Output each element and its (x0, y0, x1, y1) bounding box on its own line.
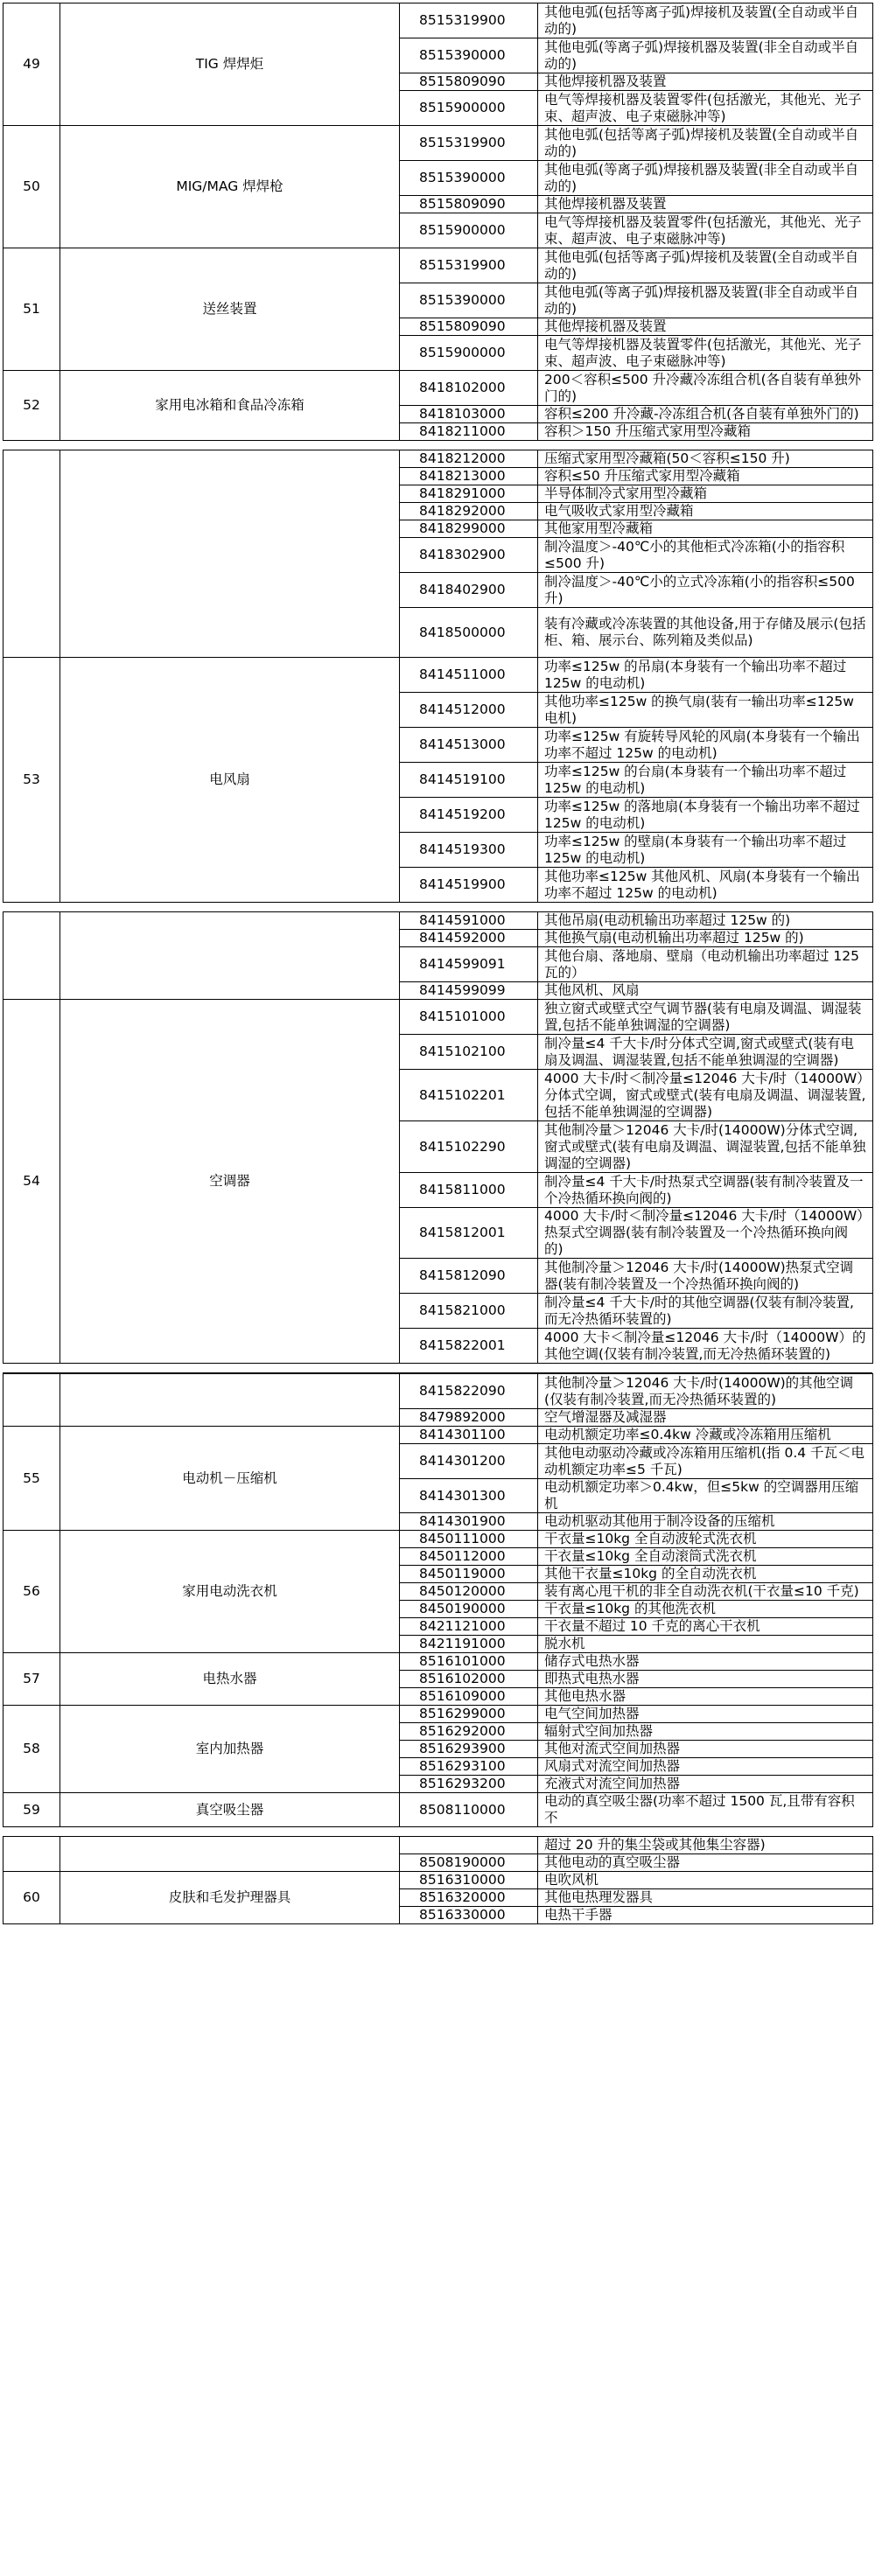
hs-description: 其他电热水器 (538, 1688, 873, 1706)
hs-code: 8414519900 (400, 868, 538, 903)
hs-code: 8414511000 (400, 658, 538, 693)
hs-description: 其他换气扇(电动机输出功率超过 125w 的) (538, 930, 873, 947)
hs-code: 8515390000 (400, 161, 538, 196)
hs-description: 其他焊接机器及装置 (538, 318, 873, 336)
hs-code: 8418103000 (400, 406, 538, 423)
table-row (4, 1837, 873, 1854)
hs-code: 8418299000 (400, 520, 538, 538)
hs-description: 半导体制冷式家用型冷藏箱 (538, 485, 873, 503)
hs-description: 其他风机、风扇 (538, 982, 873, 1000)
hs-code: 8515319900 (400, 126, 538, 161)
product-name: 室内加热器 (60, 1706, 400, 1793)
hs-code: 8414599099 (400, 982, 538, 1000)
hs-description: 其他对流式空间加热器 (538, 1741, 873, 1758)
hs-description: 其他电弧(等离子弧)焊接机器及装置(非全自动或半自动的) (538, 38, 873, 73)
hs-description: 干衣量≤10kg 全自动滚筒式洗衣机 (538, 1548, 873, 1566)
hs-code: 8414301100 (400, 1427, 538, 1444)
item-number (4, 1837, 60, 1872)
hs-code: 8418292000 (400, 503, 538, 520)
hs-description: 电气等焊接机器及装置零件(包括激光，其他光、光子束、超声波、电子束磁脉冲等) (538, 336, 873, 371)
hs-code: 8414519300 (400, 833, 538, 868)
hs-description: 其他功率≤125w 其他风机、风扇(本身装有一个输出功率不超过 125w 的电动机) (538, 868, 873, 903)
table-row (4, 248, 873, 283)
table-row (4, 1653, 873, 1671)
hs-description: 功率≤125w 的台扇(本身装有一个输出功率不超过125w 的电动机) (538, 763, 873, 798)
hs-code: 8414519100 (400, 763, 538, 798)
item-number: 58 (4, 1706, 60, 1793)
product-name: 家用电动洗衣机 (60, 1531, 400, 1653)
hs-code: 8515809090 (400, 318, 538, 336)
table-segment (3, 3, 872, 441)
product-name: 电风扇 (60, 658, 400, 903)
hs-description: 200＜容积≤500 升冷藏冷冻组合机(各自装有单独外门的) (538, 371, 873, 406)
table-segment (3, 1836, 872, 1924)
hs-code: 8450111000 (400, 1531, 538, 1548)
hs-description: 制冷量≤4 千大卡/时分体式空调,窗式或壁式(装有电扇及调温、调湿装置,包括不能单独调湿的空调器) (538, 1035, 873, 1070)
hs-description: 功率≤125w 的壁扇(本身装有一个输出功率不超过125w 的电动机) (538, 833, 873, 868)
hs-description: 其他焊接机器及装置 (538, 73, 873, 91)
catalogue-table (3, 911, 873, 1364)
hs-code: 8418102000 (400, 371, 538, 406)
hs-code: 8414592000 (400, 930, 538, 947)
hs-code: 8516299000 (400, 1706, 538, 1723)
product-name (60, 450, 400, 658)
hs-code: 8516293100 (400, 1758, 538, 1776)
hs-code: 8418211000 (400, 423, 538, 441)
hs-description: 空气增湿器及减湿器 (538, 1409, 873, 1427)
hs-description: 其他干衣量≤10kg 的全自动洗衣机 (538, 1566, 873, 1583)
hs-code: 8508110000 (400, 1793, 538, 1827)
hs-description: 独立窗式或壁式空气调节器(装有电扇及调温、调湿装置,包括不能单独调湿的空调器) (538, 1000, 873, 1035)
hs-description: 制冷量≤4 千大卡/时的其他空调器(仅装有制冷装置,而无冷热循环装置的) (538, 1294, 873, 1329)
hs-code: 8415812090 (400, 1259, 538, 1294)
hs-code: 8415821000 (400, 1294, 538, 1329)
hs-description: 其他电动的真空吸尘器 (538, 1854, 873, 1872)
hs-description: 其他吊扇(电动机输出功率超过 125w 的) (538, 912, 873, 930)
hs-description: 其他电弧(包括等离子弧)焊接机及装置(全自动或半自动的) (538, 3, 873, 38)
hs-description: 容积≤50 升压缩式家用型冷藏箱 (538, 468, 873, 485)
hs-description: 电热干手器 (538, 1907, 873, 1924)
product-name: 皮肤和毛发护理器具 (60, 1872, 400, 1924)
hs-code: 8515390000 (400, 283, 538, 318)
hs-code: 8516330000 (400, 1907, 538, 1924)
hs-description: 制冷温度＞-40℃小的立式冷冻箱(小的指容积≤500 升) (538, 573, 873, 608)
hs-code: 8508190000 (400, 1854, 538, 1872)
hs-description: 4000 大卡/时＜制冷量≤12046 大卡/时（14000W）热泵式空调器(装有制冷装置及一个冷热循环换向阀的) (538, 1208, 873, 1259)
hs-code: 8418212000 (400, 450, 538, 468)
hs-code: 8414301200 (400, 1444, 538, 1479)
hs-code: 8515319900 (400, 3, 538, 38)
hs-code: 8421191000 (400, 1636, 538, 1653)
table-row (4, 1531, 873, 1548)
table-row (4, 371, 873, 406)
table-row (4, 126, 873, 161)
hs-description: 其他制冷量＞12046 大卡/时(14000W)的其他空调(仅装有制冷装置,而无冷热循环装置的) (538, 1374, 873, 1409)
product-name: 真空吸尘器 (60, 1793, 400, 1827)
hs-description: 即热式电热水器 (538, 1671, 873, 1688)
catalogue-table (3, 1836, 873, 1924)
product-name (60, 1837, 400, 1872)
hs-code: 8414513000 (400, 728, 538, 763)
product-name: 电热水器 (60, 1653, 400, 1706)
item-number: 55 (4, 1427, 60, 1531)
table-row (4, 1374, 873, 1409)
product-name (60, 1374, 400, 1427)
item-number: 60 (4, 1872, 60, 1924)
hs-code: 8415811000 (400, 1173, 538, 1208)
table-row (4, 1427, 873, 1444)
hs-code: 8450120000 (400, 1583, 538, 1601)
hs-description: 4000 大卡＜制冷量≤12046 大卡/时（14000W）的其他空调(仅装有制冷装置,而无冷热循环装置的) (538, 1329, 873, 1364)
product-name: TIG 焊焊炬 (60, 3, 400, 126)
hs-code: 8418402900 (400, 573, 538, 608)
hs-code: 8515900000 (400, 336, 538, 371)
item-number (4, 1374, 60, 1427)
item-number: 52 (4, 371, 60, 441)
hs-code: 8414599091 (400, 947, 538, 982)
hs-description: 4000 大卡/时＜制冷量≤12046 大卡/时（14000W）分体式空调，窗式或壁式(装有电扇及调温、调湿装置,包括不能单独调湿的空调器) (538, 1070, 873, 1121)
hs-description: 功率≤125w 的吊扇(本身装有一个输出功率不超过125w 的电动机) (538, 658, 873, 693)
hs-code: 8516102000 (400, 1671, 538, 1688)
hs-description: 充液式对流空间加热器 (538, 1776, 873, 1793)
hs-code: 8450119000 (400, 1566, 538, 1583)
item-number: 54 (4, 1000, 60, 1364)
hs-code: 8516293200 (400, 1776, 538, 1793)
product-name: 送丝装置 (60, 248, 400, 371)
hs-description: 其他电热理发器具 (538, 1889, 873, 1907)
item-number (4, 912, 60, 1000)
hs-description: 辐射式空间加热器 (538, 1723, 873, 1741)
hs-code: 8415102100 (400, 1035, 538, 1070)
hs-code: 8516320000 (400, 1889, 538, 1907)
hs-description: 其他电弧(包括等离子弧)焊接机及装置(全自动或半自动的) (538, 248, 873, 283)
hs-description: 电动机驱动其他用于制冷设备的压缩机 (538, 1513, 873, 1531)
product-name (60, 912, 400, 1000)
hs-description: 制冷量≤4 千大卡/时热泵式空调器(装有制冷装置及一个冷热循环换向阀的) (538, 1173, 873, 1208)
hs-code: 8479892000 (400, 1409, 538, 1427)
hs-code: 8415812001 (400, 1208, 538, 1259)
hs-description: 其他电弧(包括等离子弧)焊接机及装置(全自动或半自动的) (538, 126, 873, 161)
hs-description: 压缩式家用型冷藏箱(50＜容积≤150 升) (538, 450, 873, 468)
hs-description: 其他台扇、落地扇、壁扇（电动机输出功率超过 125 瓦的） (538, 947, 873, 982)
hs-description: 电动机额定功率＞0.4kw，但≤5kw 的空调器用压缩机 (538, 1479, 873, 1513)
hs-code: 8415101000 (400, 1000, 538, 1035)
hs-code (400, 1837, 538, 1854)
hs-description: 风扇式对流空间加热器 (538, 1758, 873, 1776)
product-catalogue-document (3, 3, 872, 1924)
hs-description: 干衣量不超过 10 千克的离心干衣机 (538, 1618, 873, 1636)
item-number: 53 (4, 658, 60, 903)
hs-code: 8418302900 (400, 538, 538, 573)
hs-description: 脱水机 (538, 1636, 873, 1653)
hs-description: 功率≤125w 的落地扇(本身装有一个输出功率不超过125w 的电动机) (538, 798, 873, 833)
hs-description: 电气空间加热器 (538, 1706, 873, 1723)
hs-description: 容积＞150 升压缩式家用型冷藏箱 (538, 423, 873, 441)
item-number: 57 (4, 1653, 60, 1706)
hs-code: 8516109000 (400, 1688, 538, 1706)
hs-description: 功率≤125w 有旋转导风轮的风扇(本身装有一个输出功率不超过 125w 的电动机) (538, 728, 873, 763)
hs-description: 电动机额定功率≤0.4kw 冷藏或冷冻箱用压缩机 (538, 1427, 873, 1444)
hs-code: 8415102290 (400, 1121, 538, 1173)
hs-description: 其他制冷量＞12046 大卡/时(14000W)热泵式空调器(装有制冷装置及一个冷热循环换向阀的) (538, 1259, 873, 1294)
table-segment (3, 911, 872, 1364)
hs-description: 容积≤200 升冷藏-冷冻组合机(各自装有单独外门的) (538, 406, 873, 423)
hs-description: 电气等焊接机器及装置零件(包括激光，其他光、光子束、超声波、电子束磁脉冲等) (538, 213, 873, 248)
catalogue-table (3, 3, 873, 441)
hs-code: 8515319900 (400, 248, 538, 283)
hs-description: 制冷温度＞-40℃小的其他柜式冷冻箱(小的指容积≤500 升) (538, 538, 873, 573)
table-segment (3, 1372, 872, 1827)
hs-code: 8418291000 (400, 485, 538, 503)
hs-code: 8414519200 (400, 798, 538, 833)
product-name: 空调器 (60, 1000, 400, 1364)
hs-code: 8418213000 (400, 468, 538, 485)
catalogue-table (3, 1373, 873, 1827)
hs-description: 电动的真空吸尘器(功率不超过 1500 瓦,且带有容积不 (538, 1793, 873, 1827)
table-row (4, 1706, 873, 1723)
hs-code: 8516293900 (400, 1741, 538, 1758)
hs-code: 8415822001 (400, 1329, 538, 1364)
product-name: 家用电冰箱和食品冷冻箱 (60, 371, 400, 441)
item-number: 56 (4, 1531, 60, 1653)
item-number (4, 450, 60, 658)
table-segment (3, 450, 872, 903)
hs-description: 干衣量≤10kg 的其他洗衣机 (538, 1601, 873, 1618)
hs-code: 8418500000 (400, 608, 538, 658)
item-number: 49 (4, 3, 60, 126)
product-name: 电动机－压缩机 (60, 1427, 400, 1531)
hs-code: 8516310000 (400, 1872, 538, 1889)
hs-code: 8414301300 (400, 1479, 538, 1513)
table-row (4, 658, 873, 693)
hs-code: 8415822090 (400, 1374, 538, 1409)
item-number: 59 (4, 1793, 60, 1827)
hs-code: 8515900000 (400, 91, 538, 126)
hs-description: 其他电弧(等离子弧)焊接机器及装置(非全自动或半自动的) (538, 283, 873, 318)
table-row (4, 1793, 873, 1827)
hs-description: 其他电动驱动冷藏或冷冻箱用压缩机(指 0.4 千瓦＜电动机额定功率≤5 千瓦) (538, 1444, 873, 1479)
hs-description: 装有离心甩干机的非全自动洗衣机(干衣量≤10 千克) (538, 1583, 873, 1601)
hs-description: 其他家用型冷藏箱 (538, 520, 873, 538)
table-row (4, 1000, 873, 1035)
hs-code: 8515809090 (400, 196, 538, 213)
hs-description: 储存式电热水器 (538, 1653, 873, 1671)
table-row (4, 1872, 873, 1889)
catalogue-table (3, 450, 873, 903)
hs-code: 8415102201 (400, 1070, 538, 1121)
hs-description: 干衣量≤10kg 全自动波轮式洗衣机 (538, 1531, 873, 1548)
item-number: 51 (4, 248, 60, 371)
table-row (4, 912, 873, 930)
product-name: MIG/MAG 焊焊枪 (60, 126, 400, 248)
hs-code: 8450112000 (400, 1548, 538, 1566)
hs-code: 8516101000 (400, 1653, 538, 1671)
hs-code: 8515900000 (400, 213, 538, 248)
hs-description: 其他制冷量＞12046 大卡/时(14000W)分体式空调,窗式或壁式(装有电扇及调温、调湿装置,包括不能单独调湿的空调器) (538, 1121, 873, 1173)
hs-code: 8515809090 (400, 73, 538, 91)
hs-description: 电吹风机 (538, 1872, 873, 1889)
hs-description: 电气吸收式家用型冷藏箱 (538, 503, 873, 520)
hs-description: 装有冷藏或冷冻装置的其他设备,用于存储及展示(包括柜、箱、展示台、陈列箱及类似品) (538, 608, 873, 658)
hs-code: 8516292000 (400, 1723, 538, 1741)
hs-code: 8414591000 (400, 912, 538, 930)
hs-code: 8414301900 (400, 1513, 538, 1531)
table-row (4, 3, 873, 38)
hs-description: 电气等焊接机器及装置零件(包括激光，其他光、光子束、超声波、电子束磁脉冲等) (538, 91, 873, 126)
hs-code: 8414512000 (400, 693, 538, 728)
hs-description: 超过 20 升的集尘袋或其他集尘容器) (538, 1837, 873, 1854)
hs-code: 8515390000 (400, 38, 538, 73)
table-row (4, 450, 873, 468)
hs-description: 其他功率≤125w 的换气扇(装有一输出功率≤125w 电机) (538, 693, 873, 728)
item-number: 50 (4, 126, 60, 248)
hs-description: 其他电弧(等离子弧)焊接机器及装置(非全自动或半自动的) (538, 161, 873, 196)
hs-code: 8421121000 (400, 1618, 538, 1636)
hs-code: 8450190000 (400, 1601, 538, 1618)
hs-description: 其他焊接机器及装置 (538, 196, 873, 213)
